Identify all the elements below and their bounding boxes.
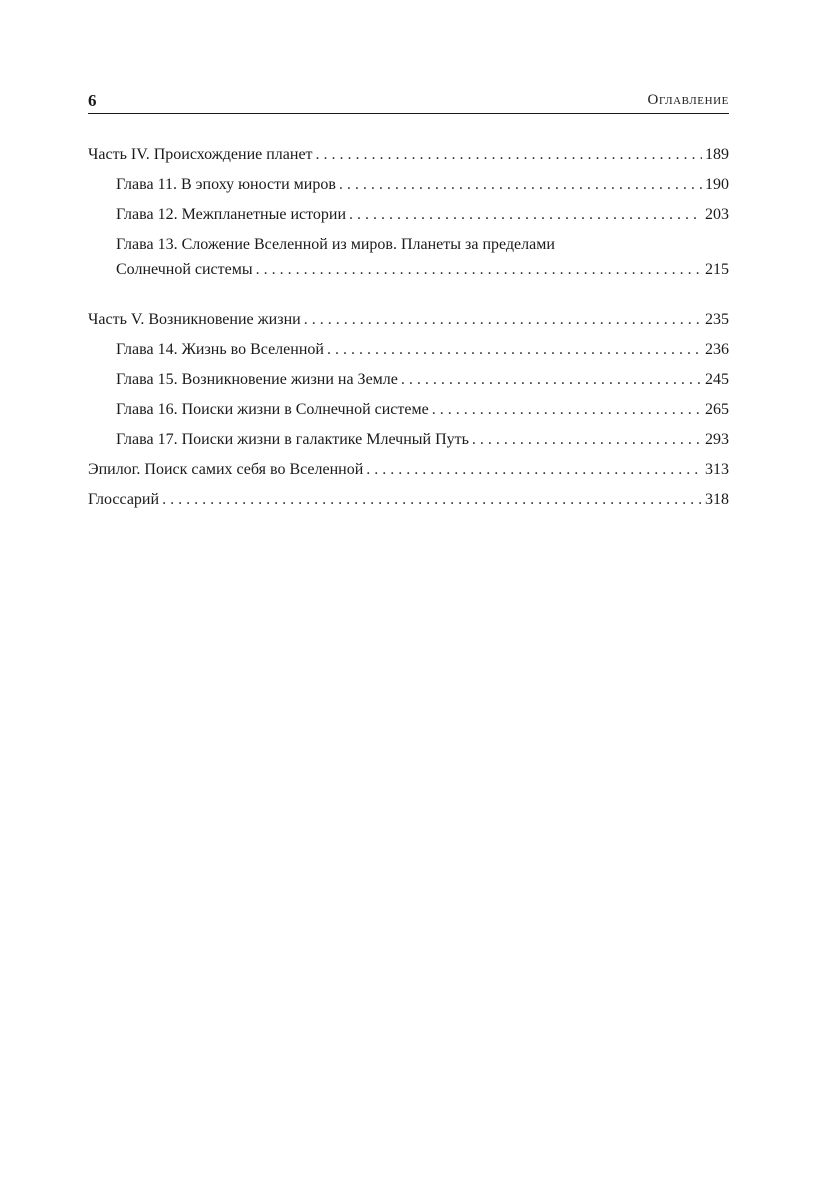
toc-entry-label: Глава 15. Возникновение жизни на Земле [116,371,398,388]
toc-entry-chapter-14[interactable] [88,335,729,365]
toc-entry-page: 313 [705,461,729,478]
toc-entry-page: 236 [705,341,729,358]
toc-entry-page: 203 [705,206,729,223]
toc-entry-chapter-15[interactable] [88,365,729,395]
toc-entry-label-line2: Солнечной системы [116,261,253,278]
toc-entry-chapter-11[interactable] [88,170,729,200]
header-rule [88,113,729,114]
toc-leader-dots [339,170,702,200]
toc-leader-dots [472,425,702,455]
toc-entry-chapter-16[interactable] [88,395,729,425]
toc-entry-label-line1: Глава 13. Сложение Вселенной из миров. Планеты за пределами [116,236,555,253]
toc-entry-part-5[interactable] [88,305,729,335]
toc-leader-dots [256,255,702,285]
toc-entry-label: Глоссарий [88,491,160,508]
toc-entry-label: Часть V. Возникновение жизни [88,311,301,328]
toc-entry-page: 190 [705,176,729,193]
toc-entry-page: 245 [705,371,729,388]
toc-entry-part-4[interactable] [88,140,729,170]
toc-entry-line2 [116,255,729,285]
toc-entry-chapter-13[interactable] [88,230,729,290]
toc-leader-dots [366,455,702,485]
toc-entry-label: Эпилог. Поиск самих себя во Вселенной [88,461,364,478]
toc-entry-label: Глава 12. Межпланетные истории [116,206,347,223]
toc-entry-page: 215 [705,261,729,278]
toc-entry-page: 318 [705,491,729,508]
toc-entry-epilogue[interactable] [88,455,729,485]
running-head: Оглавление [647,92,729,108]
toc-entry-chapter-17[interactable] [88,425,729,455]
toc-entry-label: Глава 17. Поиски жизни в галактике Млечный Путь [116,431,469,448]
toc-leader-dots [401,365,702,395]
toc-entry-glossary[interactable] [88,485,729,515]
toc-entry-label: Часть IV. Происхождение планет [88,146,313,163]
toc-entry-label: Глава 11. В эпоху юности миров [116,176,336,193]
toc-entry-page: 235 [705,311,729,328]
toc-entry-label: Глава 14. Жизнь во Вселенной [116,341,324,358]
toc-leader-dots [316,140,702,170]
toc-entry-page: 293 [705,431,729,448]
page-number: 6 [88,91,97,110]
toc-leader-dots [304,305,702,335]
toc-entry-chapter-12[interactable] [88,200,729,230]
toc-leader-dots [432,395,702,425]
toc-leader-dots [349,200,702,230]
table-of-contents [88,140,729,515]
toc-entry-page: 265 [705,401,729,418]
toc-leader-dots [327,335,702,365]
page-header [88,88,729,114]
toc-entry-label: Глава 16. Поиски жизни в Солнечной системе [116,401,429,418]
toc-entry-page: 189 [705,146,729,163]
toc-leader-dots [162,485,702,515]
